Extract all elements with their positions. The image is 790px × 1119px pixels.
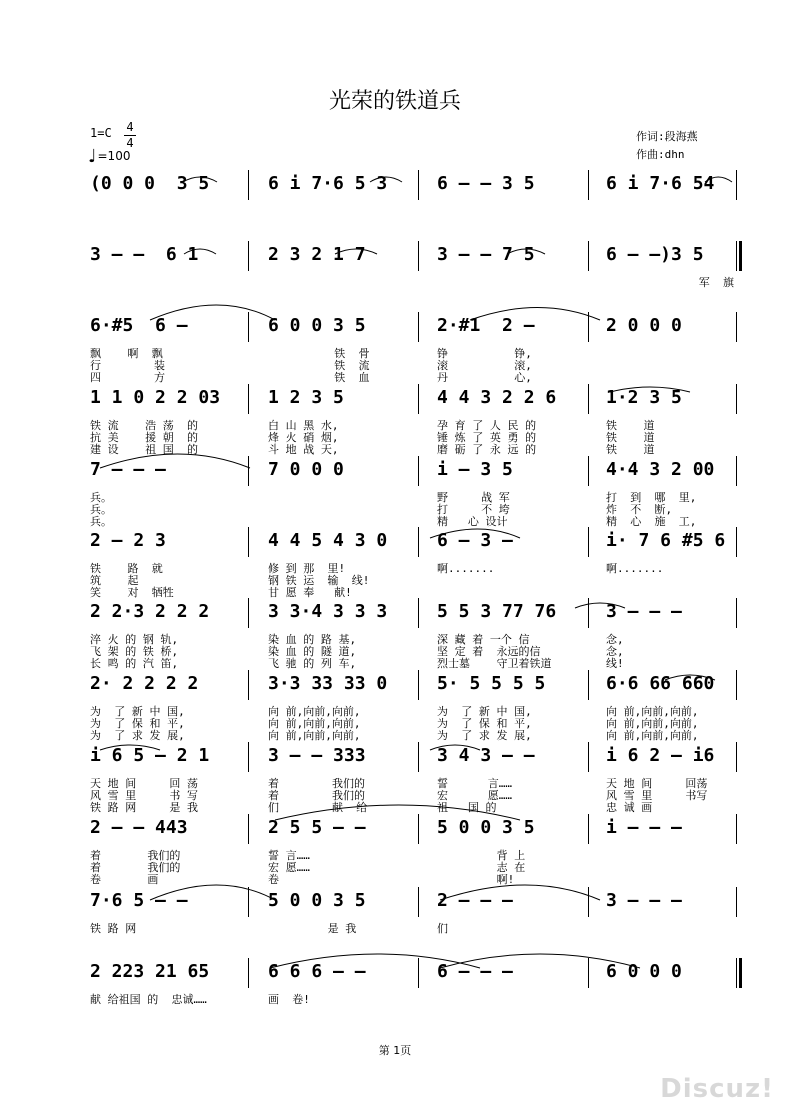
lyric-text: 四 方 — [90, 371, 165, 384]
lyric-text: 向 前,向前,向前, — [606, 705, 699, 718]
lyric-text: 铁 血 — [268, 371, 370, 384]
lyric-text: 筑 起 — [90, 574, 139, 587]
lyric-text: 向 前,向前,向前, — [606, 717, 699, 730]
measure-notes: 7·6 5 – – — [90, 890, 188, 911]
measure-notes: 7 0 0 0 — [268, 459, 344, 480]
bar-line — [588, 170, 589, 200]
lyric-text: 建 设 祖 国 的 — [90, 443, 198, 456]
bar-line — [588, 241, 589, 271]
bar-line — [248, 670, 249, 700]
bar-line — [248, 598, 249, 628]
bar-line — [736, 456, 737, 486]
lyric-text: 长 鸣 的 汽 笛, — [90, 657, 179, 670]
measure-notes: 6 – 3 – — [437, 530, 513, 551]
lyric-text: 白 山 黑 水, — [268, 419, 339, 432]
bar-line — [736, 887, 737, 917]
lyric-text: 忠 诚 画 — [606, 801, 653, 814]
lyric-text: 军 旗 — [606, 276, 734, 289]
bar-line — [418, 670, 419, 700]
lyric-text: 精 心 设计 — [437, 515, 508, 528]
lyric-text: 祖 国 的 — [437, 801, 497, 814]
composer-credit: 作曲:dhn — [636, 148, 685, 161]
lyric-text: 向 前,向前,向前, — [268, 705, 361, 718]
bar-line — [736, 670, 737, 700]
measure-notes: 1 2 3 5 — [268, 387, 344, 408]
lyric-text: 卷 画 — [90, 873, 159, 886]
measure-notes: 2 2·3 2 2 2 — [90, 601, 210, 622]
lyric-text: 磨 砺 了 永 远 的 — [437, 443, 537, 456]
measure-notes: 2 – – 443 — [90, 817, 188, 838]
lyric-text: 着 我们的 — [268, 789, 365, 802]
lyric-text: 为 了 新 中 国, — [90, 705, 185, 718]
bar-line — [418, 384, 419, 414]
bar-line — [588, 598, 589, 628]
bar-line — [736, 241, 737, 271]
measure-notes: 6·#5 6 – — [90, 315, 188, 336]
lyric-text: 啊! — [437, 873, 515, 886]
lyric-text: 兵。 — [90, 515, 112, 528]
lyric-text: 为 了 保 和 平, — [437, 717, 532, 730]
lyric-text: 打 不 垮 — [437, 503, 510, 516]
measure-notes: 6 i 7·6 5 3 — [268, 173, 388, 194]
bar-line — [248, 887, 249, 917]
lyric-text: 们 献 给 — [268, 801, 368, 814]
lyric-text: 烈士墓 守卫着铁道 — [437, 657, 552, 670]
measure-notes: 2· 2 2 2 2 — [90, 673, 199, 694]
bar-line — [736, 527, 737, 557]
bar-line — [248, 527, 249, 557]
lyric-text: 抗 美 援 朝 的 — [90, 431, 198, 444]
lyric-text: 誓 言…… — [268, 849, 310, 862]
lyric-text: 精 心 施 工, — [606, 515, 697, 528]
lyric-text: 笑 对 牺牲 — [90, 586, 174, 599]
measure-notes: 2 223 21 65 — [90, 961, 210, 982]
measure-notes: 3 3·4 3 3 3 — [268, 601, 388, 622]
lyric-text: 坚 定 着 永远的信 — [437, 645, 541, 658]
bar-line — [248, 958, 249, 988]
end-bar-thick — [739, 241, 742, 271]
bar-line — [248, 742, 249, 772]
lyric-text: 宏 愿…… — [437, 789, 512, 802]
bar-line — [736, 598, 737, 628]
measure-notes: 5 0 0 3 5 — [437, 817, 535, 838]
measure-notes: 6 – – 3 5 — [437, 173, 535, 194]
bar-line — [736, 814, 737, 844]
lyric-text: 孕 育 了 人 民 的 — [437, 419, 537, 432]
lyric-text: 向 前,向前,向前, — [606, 729, 699, 742]
bar-line — [418, 170, 419, 200]
measure-notes: i – 3 5 — [437, 459, 513, 480]
measure-notes: 6 – –)3 5 — [606, 244, 704, 265]
lyric-text: 打 到 哪 里, — [606, 491, 697, 504]
measure-notes: 2 5 5 – – — [268, 817, 366, 838]
lyric-text: 画 卷! — [268, 993, 310, 1006]
lyric-text: 铮 铮, — [437, 347, 532, 360]
lyric-text: 向 前,向前,向前, — [268, 717, 361, 730]
bar-line — [248, 456, 249, 486]
lyric-text: 誓 言…… — [437, 777, 512, 790]
time-sig-denominator: 4 — [124, 135, 136, 151]
bar-line — [418, 598, 419, 628]
bar-line — [588, 527, 589, 557]
lyric-text: 铁 道 — [606, 431, 655, 444]
lyric-text: 为 了 新 中 国, — [437, 705, 532, 718]
measure-notes: 3 – – – — [606, 890, 682, 911]
bar-line — [248, 170, 249, 200]
bar-line — [418, 887, 419, 917]
lyric-text: 淬 火 的 钢 轨, — [90, 633, 179, 646]
bar-line — [588, 384, 589, 414]
lyric-text: 炸 不 断, — [606, 503, 673, 516]
bar-line — [588, 312, 589, 342]
bar-line — [248, 384, 249, 414]
bar-line — [736, 742, 737, 772]
lyric-text: 兵。 — [90, 503, 112, 516]
lyric-text: 风 雪 里 书 写 — [90, 789, 198, 802]
bar-line — [248, 814, 249, 844]
lyric-text: 深 藏 着 一个 信 — [437, 633, 530, 646]
measure-notes: 5 0 0 3 5 — [268, 890, 366, 911]
lyricist-credit: 作词:段海燕 — [636, 130, 698, 143]
lyric-text: 锤 炼 了 英 勇 的 — [437, 431, 537, 444]
bar-line — [736, 958, 737, 988]
bar-line — [736, 312, 737, 342]
measure-notes: 3 – – 333 — [268, 745, 366, 766]
bar-line — [588, 456, 589, 486]
bar-line — [418, 814, 419, 844]
bar-line — [588, 814, 589, 844]
measure-notes: 2 3 2 1 7 — [268, 244, 366, 265]
time-sig-numerator: 4 — [126, 120, 134, 134]
bar-line — [418, 742, 419, 772]
measure-notes: 2 – 2 3 — [90, 530, 166, 551]
lyric-text: 线! — [606, 657, 624, 670]
measure-notes: 6 – – – — [437, 961, 513, 982]
lyric-text: 飘 啊 飘 — [90, 347, 163, 360]
lyric-text: 啊....... — [437, 562, 495, 575]
bar-line — [418, 958, 419, 988]
lyric-text: 为 了 保 和 平, — [90, 717, 185, 730]
lyric-text: 修 到 那 里! — [268, 562, 346, 575]
measure-notes: 6 6 6 – – — [268, 961, 366, 982]
measure-notes: i 6 5 – 2 1 — [90, 745, 210, 766]
lyric-text: 们 — [437, 922, 448, 935]
measure-notes: 2 0 0 0 — [606, 315, 682, 336]
lyric-text: 染 血 的 隧 道, — [268, 645, 357, 658]
lyric-text: 铁 路 网 — [90, 922, 137, 935]
measure-notes: 3 4 3 – – — [437, 745, 535, 766]
measure-notes: 6·6 66 660 — [606, 673, 715, 694]
measure-notes: 5· 5 5 5 5 — [437, 673, 546, 694]
measure-notes: 4 4 3 2 2 6 — [437, 387, 557, 408]
measure-notes: i – – – — [606, 817, 682, 838]
measure-notes: 4·4 3 2 00 — [606, 459, 715, 480]
measure-notes: 5 5 3 77 76 — [437, 601, 557, 622]
bar-line — [736, 170, 737, 200]
lyric-text: 滚 滚, — [437, 359, 532, 372]
lyric-text: 甘 愿 奉 献! — [268, 586, 352, 599]
bar-line — [588, 887, 589, 917]
lyric-text: 铁 流 浩 荡 的 — [90, 419, 198, 432]
lyric-text: 斗 地 战 天, — [268, 443, 339, 456]
lyric-text: 着 我们的 — [90, 861, 181, 874]
bar-line — [248, 312, 249, 342]
lyric-text: 着 我们的 — [90, 849, 181, 862]
lyric-text: 铁 骨 — [268, 347, 370, 360]
measure-notes: 6 0 0 0 — [606, 961, 682, 982]
lyric-text: 啊....... — [606, 562, 664, 575]
tempo-marking — [88, 146, 130, 167]
lyric-text: 兵。 — [90, 491, 112, 504]
song-title: 光荣的铁道兵 — [328, 89, 461, 114]
lyric-text: 念, — [606, 645, 624, 658]
bar-line — [588, 742, 589, 772]
lyric-text: 丹 心, — [437, 371, 532, 384]
lyric-text: 背 上 — [437, 849, 526, 862]
measure-notes: 6 0 0 3 5 — [268, 315, 366, 336]
measure-notes: 1 1 0 2 2 03 — [90, 387, 221, 408]
measure-notes: 2·#1 2 – — [437, 315, 535, 336]
lyric-text: 钢 铁 运 输 线! — [268, 574, 370, 587]
tempo-value: =100 — [97, 149, 131, 163]
measure-notes: 3·3 33 33 0 — [268, 673, 388, 694]
measure-notes: 3 – – 7 5 — [437, 244, 535, 265]
end-bar-thick — [739, 958, 742, 988]
lyric-text: 飞 架 的 铁 桥, — [90, 645, 179, 658]
measure-notes: 4 4 5 4 3 0 — [268, 530, 388, 551]
bar-line — [418, 456, 419, 486]
lyric-text: 着 我们的 — [268, 777, 365, 790]
lyric-text: 铁 道 — [606, 419, 655, 432]
lyric-text: 飞 驰 的 列 车, — [268, 657, 357, 670]
lyric-text: 染 血 的 路 基, — [268, 633, 357, 646]
lyric-text: 铁 路 就 — [90, 562, 163, 575]
lyric-text: 献 给祖国 的 忠诚…… — [90, 993, 207, 1006]
measure-notes: i 6 2 – i6 — [606, 745, 715, 766]
measure-notes: 3 – – – — [606, 601, 682, 622]
measure-notes: 7 – – – — [90, 459, 166, 480]
lyric-text: 卷 — [268, 873, 279, 886]
lyric-text: 野 战 军 — [437, 491, 510, 504]
lyric-text: 为 了 求 发 展, — [437, 729, 532, 742]
bar-line — [588, 958, 589, 988]
watermark: Discuz! — [660, 1074, 774, 1104]
lyric-text: 风 雪 里 书写 — [606, 789, 708, 802]
bar-line — [418, 527, 419, 557]
bar-line — [418, 312, 419, 342]
lyric-text: 烽 火 硝 烟, — [268, 431, 339, 444]
lyric-text: 铁 路 网 是 我 — [90, 801, 198, 814]
measure-notes: 1·2 3 5 — [606, 387, 682, 408]
quarter-note-icon: ♩ — [88, 146, 97, 167]
bar-line — [588, 670, 589, 700]
key-signature: 1=C — [90, 126, 112, 140]
lyric-text: 为 了 求 发 展, — [90, 729, 185, 742]
measure-notes: i· 7 6 #5 6 — [606, 530, 726, 551]
page-number: 第 1页 — [378, 1044, 412, 1057]
measure-notes: 6 i 7·6 54 — [606, 173, 715, 194]
bar-line — [736, 384, 737, 414]
lyric-text: 铁 道 — [606, 443, 655, 456]
lyric-text: 念, — [606, 633, 624, 646]
measure-notes: 2 – – – — [437, 890, 513, 911]
lyric-text: 天 地 间 回 荡 — [90, 777, 198, 790]
lyric-text: 行 装 — [90, 359, 165, 372]
lyric-text: 天 地 间 回荡 — [606, 777, 708, 790]
bar-line — [248, 241, 249, 271]
lyric-text: 是 我 — [268, 922, 357, 935]
lyric-text: 铁 流 — [268, 359, 370, 372]
lyric-text: 向 前,向前,向前, — [268, 729, 361, 742]
lyric-text: 宏 愿…… — [268, 861, 310, 874]
measure-notes: 3 – – 6 1 — [90, 244, 199, 265]
measure-notes: (0 0 0 3 5 — [90, 173, 210, 194]
bar-line — [418, 241, 419, 271]
lyric-text: 志 在 — [437, 861, 526, 874]
